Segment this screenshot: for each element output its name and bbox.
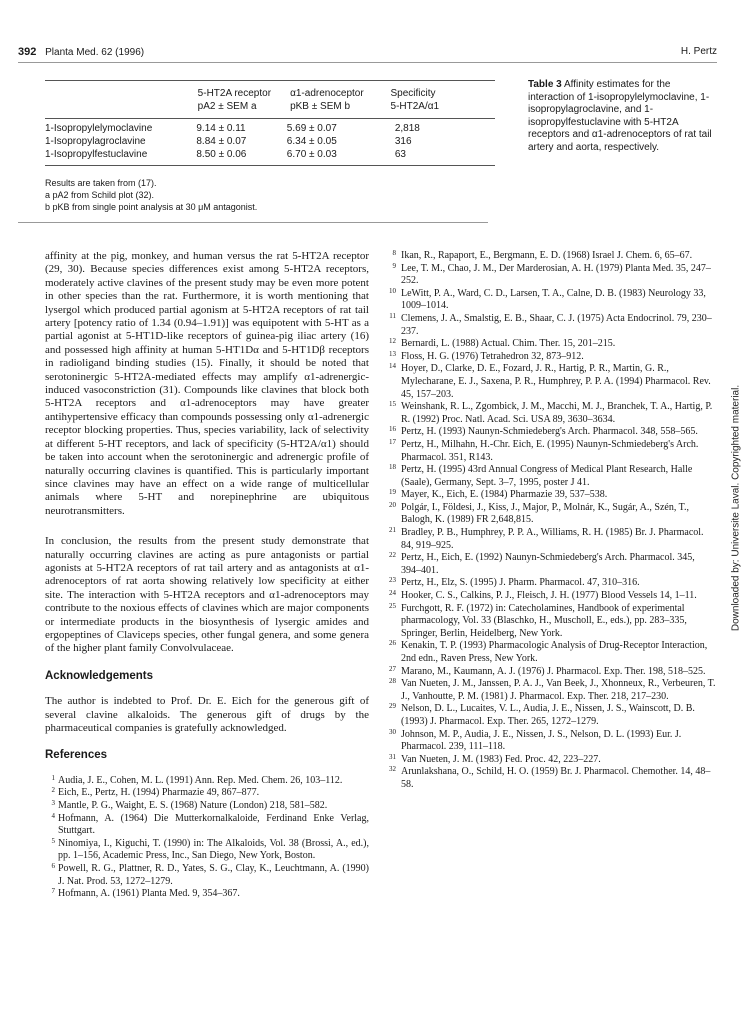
references-heading: References xyxy=(45,749,108,762)
reference-item: 31 Van Nueten, J. M. (1983) Fed. Proc. 42, 223–227. xyxy=(389,752,601,765)
specificity-value: 316 xyxy=(394,136,412,147)
reference-item: 4 Hofmann, A. (1964) Die Mutterkornalkaloide, Ferdinand Enke Verlag, Stuttgart. xyxy=(51,811,369,837)
reference-item: 9 Lee, T. M., Chao, J. M., Der Marderosian, A. H. (1979) Planta Med. 35, 247–252. xyxy=(392,261,711,287)
table-row xyxy=(45,148,495,161)
reference-item: 15 Weinshank, R. L., Zgombick, J. M., Macchi, M. J., Branchek, T. A., Hartig, P. R. (1992) Proc. Natl. Acad. Sci. USA 89, 3630–3634. xyxy=(389,400,713,425)
table-header-cell xyxy=(45,87,198,113)
header-rule xyxy=(18,62,717,63)
page-number: 392 xyxy=(18,46,37,58)
reference-item: 3 Mantle, P. G., Waight, E. S. (1968) Nature (London) 218, 581–582. xyxy=(51,799,328,811)
table-row xyxy=(45,122,495,135)
reference-item: 2 Eich, E., Pertz, H. (1994) Pharmazie 49, 867–877. xyxy=(51,786,260,799)
table-header-cell: 5-HT2A receptor pA2 ± SEM a xyxy=(197,88,272,112)
reference-item: 26 Kenakin, T. P. (1993) Pharmacologic Analysis of Drug-Receptor Interaction, 2nd edn., Raven Press, New York. xyxy=(389,639,708,664)
body-paragraph: In conclusion, the results from the present study demonstrate that naturally occurring clavines are acting as pure antagonists or partial agonists at 5-HT2A receptors of rat tail artery and as antagonists at α1-adrenoceptors of rat aorta showing relatively low specificity at either site. The interaction with 5-HT2A receptors and α1-adrenoceptors may contribute to the noxious effects of clavines which are major components or intermediate products in the biosynthesis of lysergic amides and ergopeptines of Claviceps species, other fungal genera, and some genera of the higher plant family Convolvulaceae. xyxy=(45,535,369,655)
table-footnotes xyxy=(45,177,257,213)
acknowledgements-heading: Acknowledgements xyxy=(45,669,153,682)
download-watermark xyxy=(730,318,742,698)
reference-item: 19 Mayer, K., Eich, E. (1984) Pharmazie 39, 537–538. xyxy=(389,488,608,501)
reference-item: 7 Hofmann, A. (1961) Planta Med. 9, 354–367. xyxy=(51,887,240,900)
reference-item: 5 Ninomiya, I., Kiguchi, T. (1990) in: The Alkaloids, Vol. 38 (Brossi, A., ed.), pp. 1–156, Academic Press, Inc., San Diego, New York, Boston. xyxy=(51,836,369,862)
left-column xyxy=(45,250,369,901)
pa2-value: 9.14 ± 0.11 xyxy=(196,123,246,134)
reference-item: 21 Bradley, P. B., Humphrey, P. P. A., Williams, R. H. (1985) Br. J. Pharmacol. 84, 919–925. xyxy=(389,526,704,551)
specificity-value: 63 xyxy=(394,149,406,160)
table-note: a pA2 from Schild plot (32). xyxy=(45,190,155,200)
reference-item: 11 Clemens, J. A., Smalstig, E. B., Shaar, C. J. (1975) Acta Endocrinol. 79, 230–237. xyxy=(389,311,712,337)
pkb-value: 6.70 ± 0.03 xyxy=(286,149,337,160)
reference-item: 6 Powell, R. G., Plattner, R. D., Yates, S. G., Clay, K., Leuchtmann, A. (1990) J. Nat. Prod. 53, 1272–1279. xyxy=(51,861,369,887)
table-body xyxy=(45,122,495,161)
table-header-cell: α1-adrenoceptor pKB ± SEM b xyxy=(290,88,364,112)
acknowledgements-text: The author is indebted to Prof. Dr. E. Eich for the generous gift of several clavine alkaloids. The generous gift of drugs by the pharmaceutical companies is gratefully acknowledged. xyxy=(45,695,369,734)
reference-item: 8 Ikan, R., Rapaport, E., Bergmann, E. D. (1968) Israel J. Chem. 6, 65–67. xyxy=(392,249,693,261)
reference-list-left xyxy=(45,775,369,901)
reference-item: 10 LeWitt, P. A., Ward, C. D., Larsen, T. A., Calne, D. B. (1983) Neurology 33, 1009–1014. xyxy=(389,286,706,312)
pkb-value: 6.34 ± 0.05 xyxy=(286,136,337,147)
reference-item: 1 Audia, J. E., Cohen, M. L. (1991) Ann. Rep. Med. Chem. 26, 103–112. xyxy=(51,773,343,786)
table-top-rule xyxy=(45,80,495,81)
table-head xyxy=(45,87,495,113)
download-watermark-text: Downloaded by: Universite Laval. Copyrighted material. xyxy=(730,384,742,632)
running-header xyxy=(18,46,717,58)
reference-item: 25 Furchgott, R. F. (1972) in: Catecholamines, Handbook of experimental pharmacology, Vol. 33 (Blaschko, H., Muscholl, E., eds.), pp. 283–335, Springer, Berlin, Heidelberg, New York. xyxy=(389,601,687,639)
compound-name: 1-Isopropylelymoclavine xyxy=(45,123,153,134)
reference-item: 30 Johnson, M. P., Audia, J. E., Nissen, J. S., Nelson, D. L. (1993) Eur. J. Pharmacol. 239, 111–118. xyxy=(389,727,682,753)
table-end-rule xyxy=(18,222,488,223)
table-note: b pKB from single point analysis at 30 μM antagonist. xyxy=(45,202,258,212)
caption-label: Table 3 xyxy=(528,79,562,90)
reference-item: 17 Pertz, H., Milhahn, H.-Chr. Eich, E. (1995) Naunyn-Schmiedeberg's Arch. Pharmacol. 351, R143. xyxy=(389,437,699,463)
table-header-cell: Specificity 5-HT2A/α1 xyxy=(390,88,440,112)
reference-item: 28 Van Nueten, J. M., Janssen, P. A. J., Van Beek, J., Xhonneux, R., Verbeuren, T. J., Vanhoutte, P. M. (1981) J. Pharmacol. Exp. Ther. 218, 217–230. xyxy=(389,677,716,702)
body-paragraph: affinity at the pig, monkey, and human versus the rat 5-HT2A receptor (29, 30). Because species differences exist among 5-HT2A receptors, moderately active clavines of the present study may be even more potent in other species than the rat. Furthermore, it is worth mentioning that lysergol which produced partial agonism at 5-HT2A receptors of rat tail artery [potency ratio of 1.34 (0.94–1.91)] was equipotent with 5-HT as a partial agonist at 5-HT1D-like receptors of guinea-pig iliac artery (16) and possessed high affinity at human 5-HT1Dα and 5-HT1Dβ receptors in radioligand binding studies (15). Finally, it should be noted that serotoninergic 5-HT2A-mediated effects may amplify α1-adrenergic-induced vasoconstriction (31). Compounds like clavines that block both 5-HT2A receptors and α1-adrenoceptors may have greater antihypertensive efficacy than compounds possessing only α1-adrenergic receptor blocking properties. Thus, species variability, lack of selectivity at different 5-HT receptors, and lack of specificity (5-HT2A/α1) should be taken into account when the serotoninergic and adrenergic profile of naturally occurring clavines is quantified. This is particularly important since clavines may have an effect on a wide range of multicellular animals where 5-HT and norepinephrine are ubiquitous neurotransmitters. xyxy=(45,250,369,517)
reference-item: 13 Floss, H. G. (1976) Tetrahedron 32, 873–912. xyxy=(389,349,584,362)
compound-name: 1-Isopropylfestuclavine xyxy=(45,149,148,160)
reference-item: 24 Hooker, C. S., Calkins, P. J., Fleisch, J. H. (1977) Blood Vessels 14, 1–11. xyxy=(389,589,697,602)
pa2-value: 8.50 ± 0.06 xyxy=(196,149,247,160)
reference-item: 16 Pertz, H. (1993) Naunyn-Schmiedeberg's Arch. Pharmacol. 348, 558–565. xyxy=(389,425,698,438)
reference-item: 22 Pertz, H., Eich, E. (1992) Naunyn-Schmiedeberg's Arch. Pharmacol. 345, 394–401. xyxy=(389,551,695,576)
table-bottom-rule xyxy=(45,165,495,166)
running-author: H. Pertz xyxy=(680,46,717,57)
reference-item: 14 Hoyer, D., Clarke, D. E., Fozard, J. R., Hartig, P. R., Martin, G. R., Mylecharane, E. J., Saxena, P. R., Humphrey, P. P. A. (1994) Pharmacol. Rev. 45, 157–203. xyxy=(389,362,711,400)
table-note: Results are taken from (17). xyxy=(45,178,157,188)
pa2-value: 8.84 ± 0.07 xyxy=(196,136,247,147)
journal-citation: Planta Med. 62 (1996) xyxy=(45,47,145,58)
caption-text: Affinity estimates for the interaction of 1-isopropylelymoclavine, 1-isopropylagroclavine, and 1-isopropylfestuclavine with 5-HT2A receptors and α1-adrenoceptors of rat tail artery and aorta, respectively. xyxy=(528,79,712,153)
compound-name: 1-Isopropylagroclavine xyxy=(45,136,146,147)
reference-item: 23 Pertz, H., Elz, S. (1995) J. Pharm. Pharmacol. 47, 310–316. xyxy=(389,576,640,589)
specificity-value: 2,818 xyxy=(394,123,420,134)
reference-item: 20 Polgár, I., Földesi, J., Kiss, J., Major, P., Molnár, K., Sugár, A., Szén, T., Balogh, K. (1989) FR 2,648,815. xyxy=(389,500,690,526)
table-header-row xyxy=(45,87,495,113)
reference-item: 12 Bernardi, L. (1988) Actual. Chim. Ther. 15, 201–215. xyxy=(389,337,616,350)
reference-item: 29 Nelson, D. L., Lucaites, V. L., Audia, J. E., Nissen, J. S., Wainscott, D. B. (1993) J. Pharmacol. Exp. Ther. 265, 1272–1279. xyxy=(389,702,695,727)
reference-item: 32 Arunlakshana, O., Schild, H. O. (1959) Br. J. Pharmacol. Chemother. 14, 48–58. xyxy=(389,765,711,790)
reference-list-right xyxy=(386,250,716,792)
table-caption xyxy=(528,79,716,154)
table-row xyxy=(45,135,495,148)
table-3 xyxy=(45,80,495,166)
table-mid-rule xyxy=(45,118,495,119)
reference-item: 18 Pertz, H. (1995) 43rd Annual Congress of Medical Plant Research, Halle (Saale), Germany, Sept. 3–7, 1995, poster J 41. xyxy=(389,463,693,488)
reference-item: 27 Marano, M., Kaumann, A. J. (1976) J. Pharmacol. Exp. Ther. 198, 518–525. xyxy=(389,664,706,677)
pkb-value: 5.69 ± 0.07 xyxy=(286,123,337,134)
